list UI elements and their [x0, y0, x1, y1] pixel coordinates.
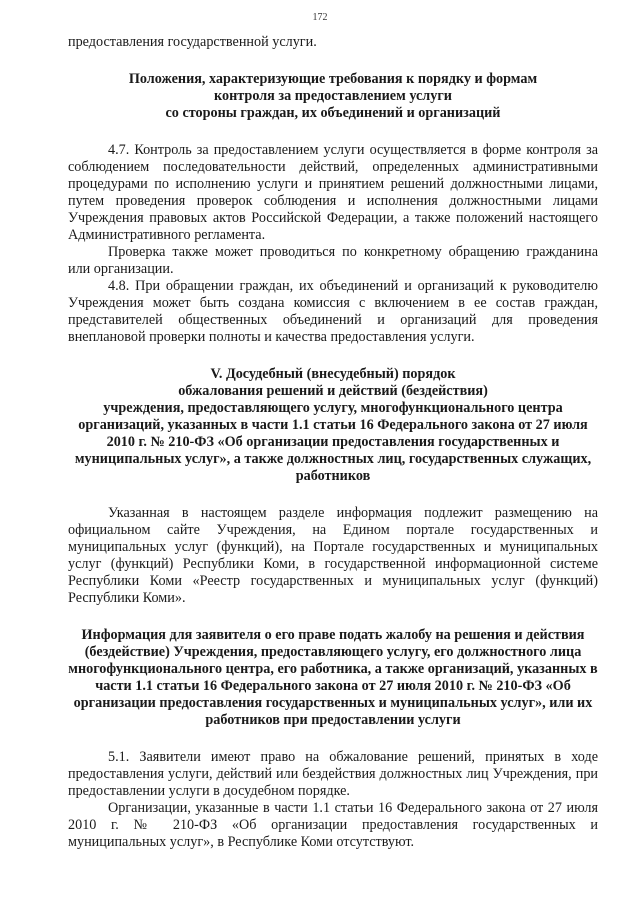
- heading-line: со стороны граждан, их объединений и организаций: [165, 105, 501, 121]
- paragraph-4-7: 4.7. Контроль за предоставлением услуги осуществляется в форме контроля за соблюдением последовательности действий, определенных административными процедурами по исполнению услуги и принятием решений должностными лицами, путем проведения проверок соблюдения и исполнения должностными лицами Учреждения правовых актов Российской Федерации, а также положений настоящего Административного регламента.: [68, 142, 598, 243]
- paragraph-check: Проверка также может проводиться по конкретному обращению гражданина или организации.: [68, 244, 598, 277]
- paragraph-4-8: 4.8. При обращении граждан, их объединений и организаций к руководителю Учреждения может быть создана комиссия с включением в ее состав граждан, представителей общественных объединений и организаций для проведения внеплановой проверки полноты и качества предоставления услуги.: [68, 278, 598, 345]
- paragraph-5-1: 5.1. Заявители имеют право на обжалование решений, принятых в ходе предоставления услуги, действий или бездействия должностных лиц Учреждения, при предоставлении услуги в досудебном порядке.: [68, 749, 598, 799]
- heading-line: Положения, характеризующие требования к порядку и формам: [128, 71, 538, 87]
- page-number: 172: [312, 12, 328, 23]
- heading-line: контроля за предоставлением услуги: [214, 88, 452, 104]
- heading-line: обжалования решений и действий (бездействия): [178, 383, 488, 399]
- heading-section-v: [68, 366, 598, 485]
- heading-text: Информация для заявителя о его праве подать жалобу на решения и действия (бездействие) Учреждения, предоставляющего услугу, его должностного лица многофункционального центра, его работника, а также организаций, указанных в части 1.1 статьи 16 Федерального закона от 27 июля 2010 г. № 210-ФЗ «Об организации предоставления государственных и муниципальных услуг», или их работников при предоставлении услуги: [68, 627, 598, 728]
- intro-line: предоставления государственной услуги.: [68, 34, 317, 50]
- heading-line: учреждения, предоставляющего услугу, многофункционального центра организаций, указанных в части 1.1 статьи 16 Федерального закона от 27 июля 2010 г. № 210-ФЗ «Об организации предоставления государственных и муниципальных услуг», а также должностных лиц, государственных служащих, работников: [74, 400, 592, 484]
- document-body: [68, 34, 598, 851]
- paragraph-info-placement: Указанная в настоящем разделе информация подлежит размещению на официальном сайте Учреждения, на Едином портале государственных и муниципальных услуг (функций), на Портале государственных и муниципальных услуг (функций) Республики Коми, в государственной информационной системе Республики Коми «Реестр государственных и муниципальных услуг (функций) Республики Коми».: [68, 505, 598, 606]
- heading-line: V. Досудебный (внесудебный) порядок: [210, 366, 456, 382]
- paragraph-organizations: Организации, указанные в части 1.1 статьи 16 Федерального закона от 27 июля 2010 г. № 210-ФЗ «Об организации предоставления государственных и муниципальных услуг», в Республике Коми отсутствуют.: [68, 800, 598, 850]
- heading-control-requirements: [68, 71, 598, 122]
- heading-complaint-info: [68, 627, 598, 729]
